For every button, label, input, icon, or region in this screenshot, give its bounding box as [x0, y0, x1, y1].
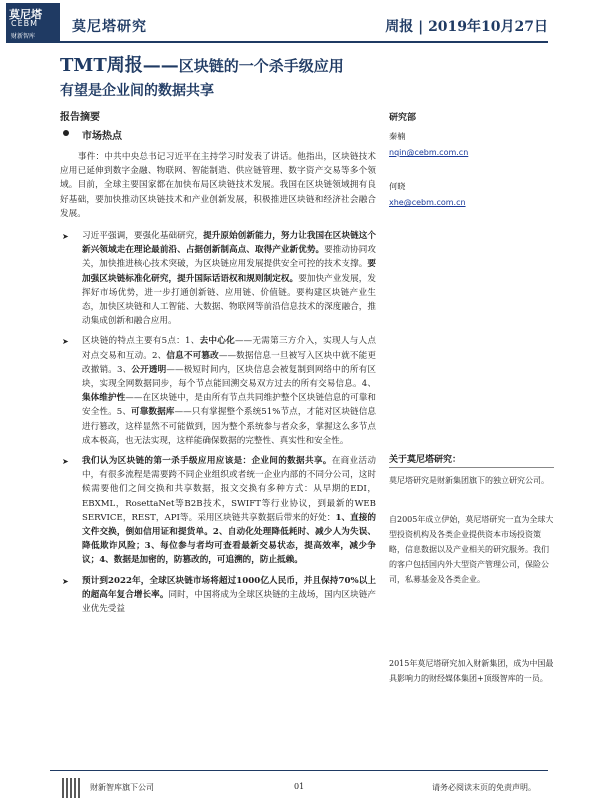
page-number: 01 — [294, 782, 305, 791]
list-item — [60, 454, 376, 568]
item-text: 区块链的特点主要有5点：1、 — [82, 336, 200, 347]
market-heading-label: 市场热点 — [82, 131, 122, 142]
qr-code-icon — [62, 778, 82, 798]
item-bold-text: 去中心化 — [199, 336, 235, 347]
item-text: 习近平强调，要强化基础研究， — [82, 231, 204, 242]
report-title — [60, 51, 344, 77]
item-text: 要加快产业发展，发挥好市场优势，进一步打通创新链、应用链、价值链。要构建区块链产业生态，加快区块链和人工智能、大数据、物联网等前沿信息技术的深度融合，推动集成创新和融合应用。 — [82, 273, 376, 327]
page-header — [0, 0, 600, 48]
item-text: 同时，中国将成为全球区块链的主战场，国内区块链产业优先受益 — [82, 589, 376, 615]
item-text: ——无需第三方介入，实现人与人点对点交易和互动。2、 — [82, 336, 376, 361]
footer-rule — [50, 770, 548, 771]
item-text: ——在区块链中，是由所有节点共同维护整个区块链信息的可靠和安全性。5、 — [82, 393, 376, 418]
logo-main-text: 莫尼塔 — [9, 8, 42, 21]
dept-title: 研究部 — [389, 113, 417, 123]
item-bold-text: 预计到2022年，全球区块链市场将超过1000亿人民币，并且保持70%以上的超高年复合增长率。 — [82, 575, 376, 600]
logo-sub-text: 财新智库 — [11, 33, 36, 40]
disclaimer-note: 请务必阅读末页的免责声明。 — [432, 783, 536, 792]
bullet-dot-icon — [63, 130, 69, 136]
item-text: ——极短时间内，区块信息会被复制到网络中的所有区块，实现全网数据同步，每个节点能回溯交易双方过去的所有交易信息。4、 — [82, 364, 376, 390]
about-paragraph-1: 莫尼塔研究是财新集团旗下的独立研究公司。 — [389, 476, 549, 485]
analyst1-email[interactable] — [389, 147, 554, 157]
about-title: 关于莫尼塔研究： — [389, 455, 462, 465]
list-item — [60, 334, 376, 448]
analyst2-email-link[interactable]: xhe@cebm.com.cn — [389, 198, 466, 207]
header-separator: | — [418, 19, 424, 35]
item-bold-text: 要加强区块链标准化研究，提升国际话语权和规则制定权。 — [82, 259, 376, 284]
arrow-bullet-icon: ➤ — [62, 337, 69, 347]
arrow-bullet-icon: ➤ — [62, 232, 69, 242]
item-text: 要推动协同攻关，加快推进核心技术突破，为区块链应用发展提供安全可控的技术支撑。 — [82, 245, 376, 270]
summary-heading: 报告摘要 — [60, 112, 100, 123]
item-text: 在商业活动中，有很多流程是需要跨不同企业组织或者统一企业内部的不同分公司，这时候需要他们之间交换和共享数据，报文交换有多种方式：从早期的EDI，EBXML，RosettaNet等B2B技术，SWIFT等行业协议，到最新的WEB SERVICE，REST，API等。采用区块链共享数据后带来的好处： — [82, 456, 376, 523]
report-meta — [385, 16, 548, 36]
item-bold-text: 我们认为区块链的第一杀手级应用应该是：企业间的数据共享。 — [82, 456, 332, 467]
brand-name: 莫尼塔研究 — [72, 19, 147, 35]
list-item — [60, 574, 376, 617]
item-bold-text: 1、直接的文件交换，倒如信用证和提货单。2、自动化处理降低耗时、减少人为失误、降低欺诈风险；3、每位参与者均可查看最新交易状态，提高效率，减少争议；4、数据是加密的，防篡改的，可追溯的，防止抵赖。 — [82, 512, 376, 566]
item-bold-text: 可靠数据库 — [131, 407, 175, 418]
about-paragraph-2: 自2005年成立伊始，莫尼塔研究一直为全球大型投资机构及各类企业提供资本市场投资策略，信息数据以及产业相关的研究服务。我们的客户包括国内外大型资产管理公司，保险公司，私募基金及各类企业。 — [389, 515, 554, 584]
analyst2-email[interactable] — [389, 197, 554, 207]
analyst1-name: 秦楠 — [389, 131, 406, 141]
report-type: 周报 — [385, 19, 414, 35]
title-prefix: TMT周报 — [60, 55, 143, 76]
market-heading — [60, 127, 376, 142]
report-date: 2019年10月27日 — [428, 19, 548, 35]
title-dash: —— — [142, 55, 179, 76]
header-rule — [6, 41, 548, 43]
analyst1-email-link[interactable]: nqin@cebm.com.cn — [389, 148, 469, 157]
arrow-bullet-icon: ➤ — [62, 576, 69, 586]
summary-column — [60, 102, 376, 622]
event-paragraph: 事件：中共中央总书记习近平在主持学习时发表了讲话。他指出，区块链技术应用已延伸到数字金融、物联网、智能制造、供应链管理、数字资产交易等多个领域。目前，全球主要国家都在加快布局区块链技术发展。我国在区块链领域拥有良好基础，要加快推动区块链技术和产业创新发展，积极推进区块链和经济社会融合发展。 — [60, 152, 376, 219]
item-text: ——只有掌握整个系统51%节点，才能对区块链信息进行篡改，这样显然不可能做到，因为整个系统参与者众多，掌握这么多节点成本极高，也无法实现，这样能确保数据的完整性、真实性和安全性。 — [82, 407, 376, 446]
company-logo — [6, 3, 60, 41]
report-subtitle: 有望是企业间的数据共享 — [60, 83, 214, 99]
about-paragraph-3: 2015年莫尼塔研究加入财新集团，成为中国最具影响力的财经媒体集团+顶级智库的一员。 — [389, 659, 554, 683]
logo-en-text: CEBM — [11, 19, 39, 28]
arrow-bullet-icon: ➤ — [62, 457, 69, 467]
list-item — [60, 229, 376, 328]
dept-label — [389, 110, 554, 123]
item-bold-text: 公开透明 — [131, 364, 167, 375]
analyst2-name: 何晓 — [389, 181, 406, 191]
about-rule — [389, 467, 554, 468]
footer-company: 财新智库旗下公司 — [90, 783, 154, 792]
item-bold-text: 提升原始创新能力，努力让我国在区块链这个新兴领域走在理论最前沿、占据创新制高点、取得产业新优势。 — [82, 231, 376, 256]
item-bold-text: 信息不可篡改 — [166, 350, 219, 361]
title-rest: 区块链的一个杀手级应用 — [178, 57, 344, 75]
item-bold-text: 集体维护性 — [82, 393, 126, 404]
item-text: ——数据信息一旦被写入区块中就不能更改撤销。3、 — [82, 350, 376, 375]
page-footer — [0, 770, 600, 800]
